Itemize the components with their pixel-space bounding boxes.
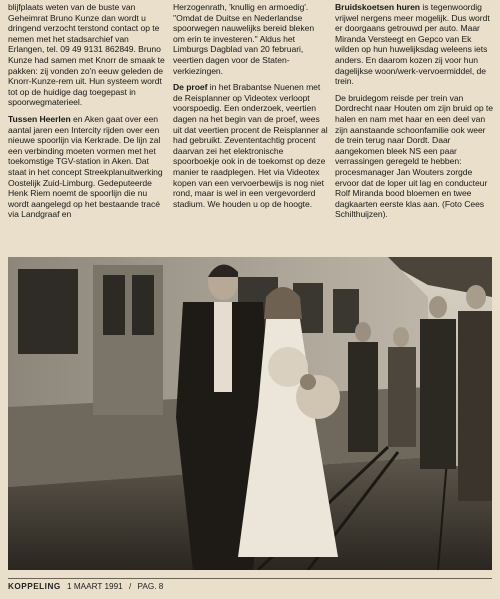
column-right	[335, 2, 493, 226]
article-bruidegom: De bruidegom reisde per trein van Dordrecht naar Houten om zijn bruid op te halen en nam met haar en een deel van zijn aanstaande schoonfamilie ook weer de trein terug naar Dordt. Daar aangekomen bleek NS een paar verrassingen geregeld te hebben: procesmanager Jan Wouters zorgde ervoor dat de loper uit lag en conducteur Rolf Miranda bood bloemen en twee dagkaarten eerste klas aan. (Foto Cees Schilthuijzen).	[335, 92, 493, 220]
article-heerlen-lead: Tussen Heerlen	[8, 113, 71, 124]
footer-separator: /	[128, 582, 132, 591]
article-bruidskoetsen	[335, 2, 493, 87]
article-heerlen-body: en Aken gaat over een aantal jaren een Intercity rijden over een nieuwe spoorlijn via Kerkrade. De lijn zal een verbinding moeten vormen met het toekomstige TGV-station in Aken. Dat staat in het concept Streekplanuitwerking Oostelijk Zuid-Limburg. Gedeputeerde Henk Riem noemt de spoorlijn die nu wordt aangelegd op het bestaande tracé via Landgraaf en	[8, 113, 163, 220]
article-videotex-body: in het Brabantse Nuenen met de Reisplanner op Videotex verloopt voorspoedig. Een onderzoek, veertien dagen na het begin van de proef, wees uit dat veertien procent de Reisplanner al had gebruikt. Zevententachtig procent daarvan zei het elektronische spoorboekje ook in de toekomst op deze manier te raadplegen. Het via Videotex kopen van een vervoerbewijs is nog niet rond, maar is wel in een vergevorderd stadium. We houden u op de hoogte.	[173, 82, 328, 209]
footer-brand: KOPPELING	[8, 582, 61, 591]
article-bruidskoetsen-lead: Bruidskoetsen huren	[335, 2, 421, 12]
column-left	[8, 2, 166, 226]
article-bruidskoetsen-body: is tegenwoordig vrijwel nergens meer mogelijk. Dus wordt er doorgaans getrouwd per auto. Maar Miranda Versteegt en Gepco van Ek wilden op hun huwelijksdag weleens iets anders. En daarom kozen zij voor hun dagelijkse woon/werk-vervoermiddel, de trein.	[335, 2, 490, 87]
wedding-train-photo-illustration	[8, 257, 492, 570]
wedding-train-photo	[8, 257, 492, 570]
page-footer	[8, 578, 492, 595]
article-herzogenrath: Herzogenrath, 'knullig en armoedig'. ''Omdat de Duitse en Nederlandse spoorwegen nauwelijks bereid bleken om erin te investeren.'' Aldus het Limburgs Dagblad van 20 februari, veertien dagen voor de Staten-verkiezingen.	[173, 2, 315, 76]
article-videotex-lead: De proef	[173, 82, 208, 93]
article-videotex	[173, 82, 328, 209]
article-bruno-kunze: blijfplaats weten van de buste van Geheimrat Bruno Kunze dan wordt u dringend verzocht terstond contact op te nemen met het stadsarchief van Erlangen, tel. 09 49 9131 862849. Bruno Kunze had samen met Knorr de smaak te pakken: zij vonden zo'n eeuw geleden de Knorr-Kunze-rem uit. Hun systeem wordt tot op de huidige dag toegepast in spoorwegmaterieel.	[8, 2, 165, 108]
column-middle	[173, 2, 328, 215]
footer-page-number: PAG. 8	[137, 582, 164, 591]
footer-date: 1 MAART 1991	[67, 582, 123, 591]
article-heerlen-aken	[8, 114, 166, 220]
